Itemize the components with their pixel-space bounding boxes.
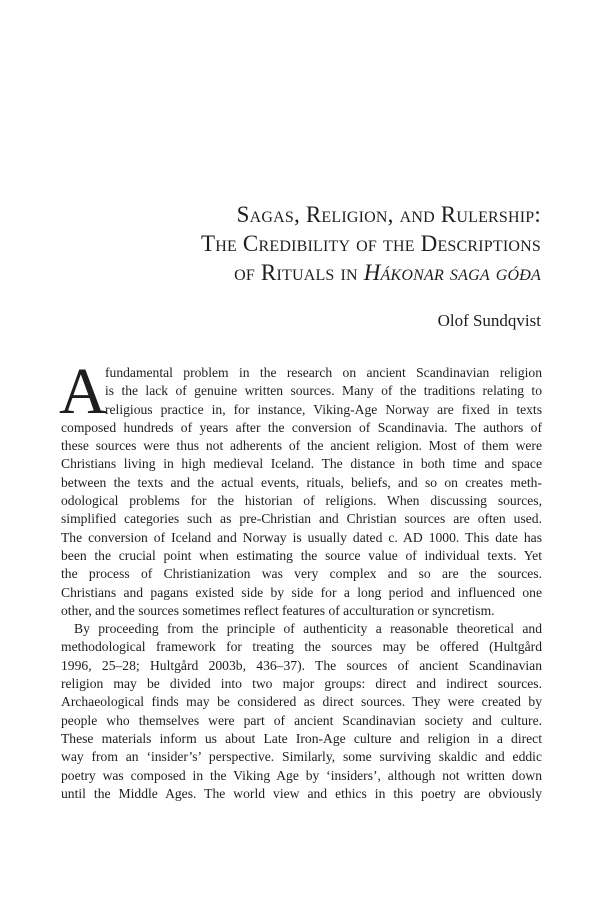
body-line: composed hundreds of years after the conversion of Scandinavia. The authors of (61, 419, 542, 435)
title-line-3-prefix: of Rituals in (234, 260, 364, 285)
drop-cap: A (59, 355, 107, 428)
body-line: Christians and pagans existed side by side for a long period and influenced one (61, 584, 542, 600)
body-line: these sources were thus not adherents of the ancient religion. Most of them were (61, 438, 542, 454)
title-line-1: Sagas, Religion, and Rulership: (236, 202, 541, 227)
body-line: been the crucial point when estimating the source value of individual texts. Yet (61, 547, 542, 563)
body-line: is the lack of genuine written sources. Many of the traditions relating to (105, 383, 542, 399)
body-line: other, and the sources sometimes reflect features of acculturation or syncretism. (61, 602, 495, 618)
body-line: 1996, 25–28; Hultgård 2003b, 436–37). The sources of ancient Scandinavian (61, 657, 542, 673)
body-line: odological problems for the historian of religions. When discussing sources, (61, 493, 542, 509)
body-line: people who themselves were part of ancient Scandinavian society and culture. (61, 712, 542, 728)
body-line: until the Middle Ages. The world view and ethics in this poetry are obviously (61, 785, 542, 801)
body-line: fundamental problem in the research on ancient Scandinavian religion (105, 365, 542, 380)
body-line: poetry was composed in the Viking Age by ‘insiders’, although not written down (61, 767, 542, 783)
title-line-2: The Credibility of the Descriptions (201, 231, 541, 256)
body-line: simplified categories such as pre-Christian and Christian sources are often used. (61, 511, 542, 527)
body-line: the process of Christianization was very complex and so are the sources. (61, 566, 542, 582)
body-text (59, 355, 542, 803)
body-line: methodological framework for treating the sources may be offered (Hultgård (61, 639, 542, 655)
body-line: By proceeding from the principle of authenticity a reasonable theoretical and (74, 621, 542, 637)
chapter-title (121, 200, 541, 287)
author-name: Olof Sundqvist (437, 311, 541, 330)
body-line: Christians living in high medieval Iceland. The distance in both time and space (61, 456, 542, 472)
title-italic-saga: Hákonar saga góða (363, 260, 541, 285)
body-line: between the texts and the actual events, rituals, beliefs, and so on creates meth- (61, 474, 542, 490)
body-line: way from an ‘insider’s’ perspective. Similarly, some surviving skaldic and eddic (61, 749, 542, 765)
body-line: These materials inform us about Late Iron-Age culture and religion in a direct (61, 730, 542, 746)
body-line: religious practice in, for instance, Viking-Age Norway are fixed in texts (105, 401, 542, 417)
body-line: religion may be divided into two major groups: direct and indirect sources. (61, 676, 542, 692)
body-line: The conversion of Iceland and Norway is usually dated c. AD 1000. This date has (61, 529, 542, 545)
title-line-3 (121, 258, 541, 287)
body-line: Archaeological finds may be considered as direct sources. They were created by (61, 694, 542, 710)
